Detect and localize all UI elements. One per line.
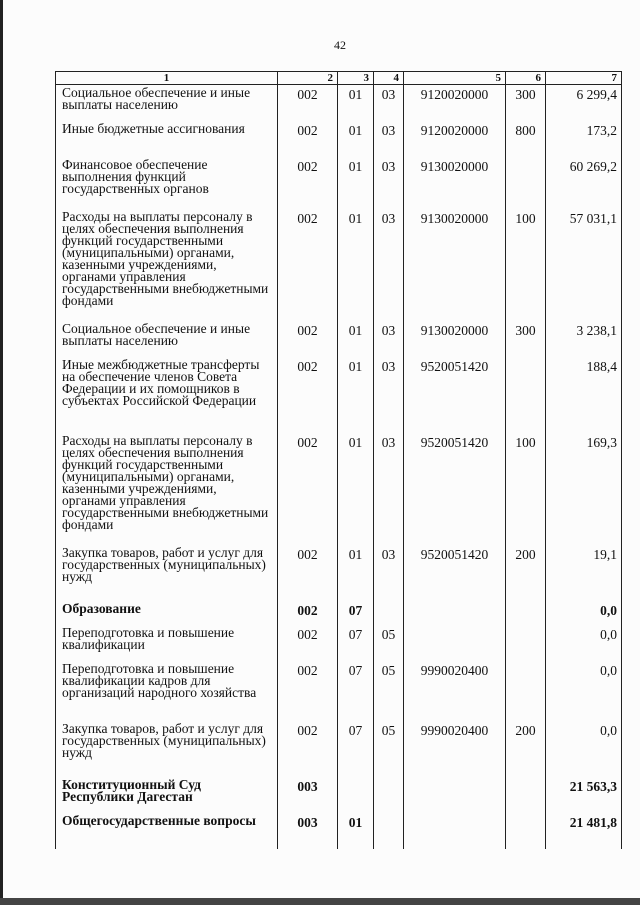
- row-gr-code: 002: [278, 121, 338, 157]
- row-subsection-code: 05: [374, 625, 404, 661]
- column-header-5: 5: [404, 72, 506, 85]
- row-subsection-code: [374, 777, 404, 813]
- column-header-1: 1: [56, 72, 278, 85]
- row-amount: 169,3: [546, 433, 622, 545]
- row-amount: 21 563,3: [546, 777, 622, 813]
- row-amount: 57 031,1: [546, 209, 622, 321]
- table-row: [56, 121, 622, 157]
- row-name: Закупка товаров, работ и услуг для государственных (муниципальных) нужд: [56, 721, 278, 777]
- row-expense-type-code: [506, 777, 546, 813]
- row-section-code: 01: [338, 209, 374, 321]
- row-section-code: 07: [338, 721, 374, 777]
- row-name: Переподготовка и повышение квалификации кадров для организаций народного хозяйства: [56, 661, 278, 721]
- row-name: Социальное обеспечение и иные выплаты населению: [56, 321, 278, 357]
- row-subsection-code: 03: [374, 357, 404, 433]
- row-amount: 188,4: [546, 357, 622, 433]
- row-expense-type-code: [506, 661, 546, 721]
- row-subsection-code: 05: [374, 661, 404, 721]
- row-section-code: 01: [338, 157, 374, 209]
- row-section-code: 07: [338, 601, 374, 625]
- row-expense-type-code: 100: [506, 433, 546, 545]
- row-expense-type-code: 200: [506, 721, 546, 777]
- table-row: [56, 601, 622, 625]
- row-target-item-code: 9990020400: [404, 721, 506, 777]
- row-name: Образование: [56, 601, 278, 625]
- row-target-item-code: 9120020000: [404, 85, 506, 121]
- row-expense-type-code: [506, 601, 546, 625]
- row-expense-type-code: [506, 357, 546, 433]
- row-gr-code: 003: [278, 813, 338, 849]
- row-amount: 0,0: [546, 661, 622, 721]
- row-amount: 19,1: [546, 545, 622, 601]
- row-amount: 21 481,8: [546, 813, 622, 849]
- row-subsection-code: 03: [374, 433, 404, 545]
- column-header-2: 2: [278, 72, 338, 85]
- row-section-code: 01: [338, 85, 374, 121]
- row-section-code: 07: [338, 625, 374, 661]
- row-amount: 0,0: [546, 625, 622, 661]
- row-gr-code: 002: [278, 661, 338, 721]
- row-name: Расходы на выплаты персоналу в целях обеспечения выполнения функций государственными (муниципальными) органами, казенными учреждениями, органами управления государственными внебюджетными фондами: [56, 433, 278, 545]
- table-row: [56, 157, 622, 209]
- row-target-item-code: [404, 625, 506, 661]
- row-gr-code: 002: [278, 357, 338, 433]
- row-subsection-code: [374, 601, 404, 625]
- scan-edge-bottom: [0, 898, 640, 905]
- row-name: Закупка товаров, работ и услуг для государственных (муниципальных) нужд: [56, 545, 278, 601]
- table-body: [56, 85, 622, 849]
- row-subsection-code: 03: [374, 121, 404, 157]
- row-amount: 0,0: [546, 721, 622, 777]
- row-gr-code: 002: [278, 601, 338, 625]
- scan-edge-left: [0, 0, 3, 905]
- row-name: Переподготовка и повышение квалификации: [56, 625, 278, 661]
- row-section-code: 01: [338, 321, 374, 357]
- row-expense-type-code: 800: [506, 121, 546, 157]
- table-row: [56, 625, 622, 661]
- row-target-item-code: 9520051420: [404, 357, 506, 433]
- table-row: [56, 433, 622, 545]
- row-gr-code: 002: [278, 545, 338, 601]
- column-header-3: 3: [338, 72, 374, 85]
- row-target-item-code: 9990020400: [404, 661, 506, 721]
- row-gr-code: 002: [278, 157, 338, 209]
- row-section-code: 01: [338, 545, 374, 601]
- row-gr-code: 002: [278, 209, 338, 321]
- row-expense-type-code: 300: [506, 321, 546, 357]
- row-name: Общегосударственные вопросы: [56, 813, 278, 849]
- row-expense-type-code: 200: [506, 545, 546, 601]
- row-expense-type-code: 100: [506, 209, 546, 321]
- row-target-item-code: 9130020000: [404, 321, 506, 357]
- row-gr-code: 003: [278, 777, 338, 813]
- table-row: [56, 661, 622, 721]
- row-section-code: 01: [338, 813, 374, 849]
- row-target-item-code: [404, 777, 506, 813]
- row-name: Конституционный Суд Республики Дагестан: [56, 777, 278, 813]
- table-row: [56, 813, 622, 849]
- row-subsection-code: 03: [374, 157, 404, 209]
- row-expense-type-code: 300: [506, 85, 546, 121]
- row-section-code: 01: [338, 357, 374, 433]
- row-target-item-code: 9520051420: [404, 433, 506, 545]
- table-row: [56, 721, 622, 777]
- row-subsection-code: [374, 813, 404, 849]
- row-name: Социальное обеспечение и иные выплаты населению: [56, 85, 278, 121]
- row-gr-code: 002: [278, 433, 338, 545]
- row-section-code: 01: [338, 121, 374, 157]
- row-subsection-code: 03: [374, 209, 404, 321]
- row-target-item-code: [404, 601, 506, 625]
- row-target-item-code: 9130020000: [404, 209, 506, 321]
- row-subsection-code: 03: [374, 85, 404, 121]
- row-target-item-code: 9520051420: [404, 545, 506, 601]
- row-gr-code: 002: [278, 321, 338, 357]
- table-row: [56, 321, 622, 357]
- column-header-7: 7: [546, 72, 622, 85]
- table-row: [56, 357, 622, 433]
- row-target-item-code: 9130020000: [404, 157, 506, 209]
- table-row: [56, 545, 622, 601]
- row-amount: 0,0: [546, 601, 622, 625]
- row-expense-type-code: [506, 813, 546, 849]
- row-amount: 173,2: [546, 121, 622, 157]
- row-expense-type-code: [506, 157, 546, 209]
- row-subsection-code: 05: [374, 721, 404, 777]
- row-target-item-code: 9120020000: [404, 121, 506, 157]
- row-section-code: [338, 777, 374, 813]
- row-amount: 3 238,1: [546, 321, 622, 357]
- row-gr-code: 002: [278, 85, 338, 121]
- row-subsection-code: 03: [374, 321, 404, 357]
- row-name: Расходы на выплаты персоналу в целях обеспечения выполнения функций государственными (муниципальными) органами, казенными учреждениями, органами управления государственными внебюджетными фондами: [56, 209, 278, 321]
- row-name: Финансовое обеспечение выполнения функций государственных органов: [56, 157, 278, 209]
- row-target-item-code: [404, 813, 506, 849]
- row-name: Иные межбюджетные трансферты на обеспечение членов Совета Федерации и их помощников в субъектах Российской Федерации: [56, 357, 278, 433]
- row-gr-code: 002: [278, 721, 338, 777]
- row-amount: 60 269,2: [546, 157, 622, 209]
- column-header-4: 4: [374, 72, 404, 85]
- budget-table: [55, 71, 622, 849]
- row-section-code: 07: [338, 661, 374, 721]
- row-amount: 6 299,4: [546, 85, 622, 121]
- page-number: 42: [334, 38, 346, 52]
- table-row: [56, 85, 622, 121]
- row-gr-code: 002: [278, 625, 338, 661]
- table-header: [56, 72, 622, 85]
- table-row: [56, 777, 622, 813]
- table-row: [56, 209, 622, 321]
- row-expense-type-code: [506, 625, 546, 661]
- column-header-6: 6: [506, 72, 546, 85]
- row-subsection-code: 03: [374, 545, 404, 601]
- row-name: Иные бюджетные ассигнования: [56, 121, 278, 157]
- row-section-code: 01: [338, 433, 374, 545]
